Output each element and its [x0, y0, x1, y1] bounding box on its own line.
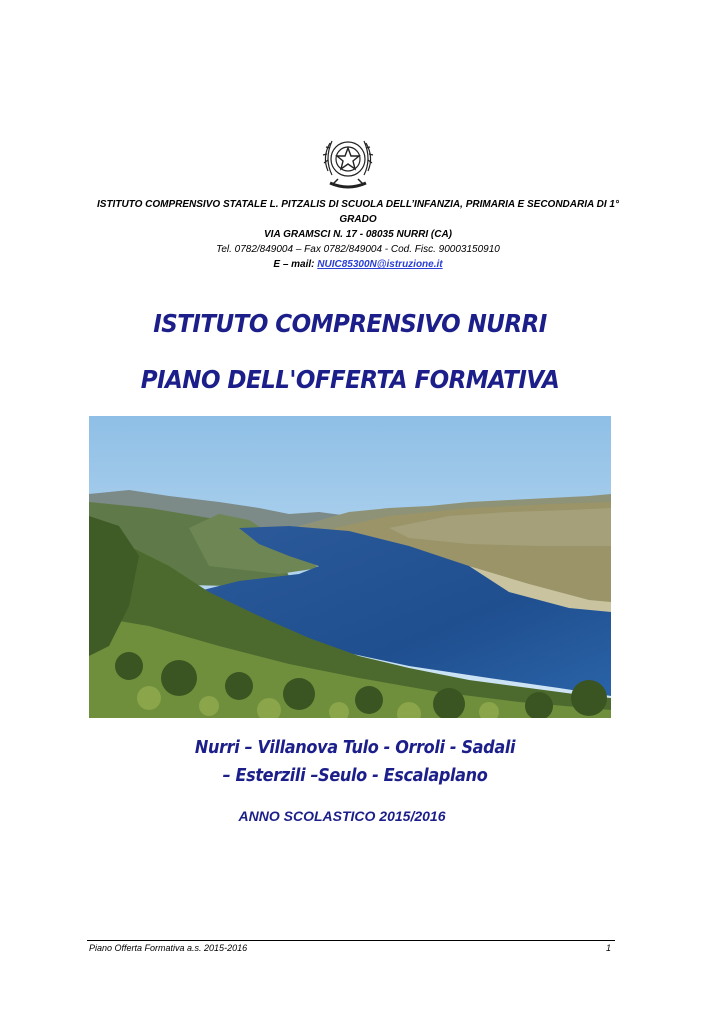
school-address: VIA GRAMSCI N. 17 - 08035 NURRI (CA): [264, 229, 452, 240]
school-header: [80, 197, 636, 272]
school-email-line: [80, 257, 636, 272]
footer-document-title: Piano Offerta Formativa a.s. 2015-2016: [89, 943, 248, 953]
page-subtitle: PIANO DELL'OFFERTA FORMATIVA: [140, 365, 560, 394]
school-name: ISTITUTO COMPRENSIVO STATALE L. PITZALIS DI SCUOLA DELL’INFANZIA, PRIMARIA E SECONDARIA DI 1° GRADO: [97, 199, 619, 225]
towns-line-1: Nurri – Villanova Tulo - Orroli - Sadali: [194, 738, 516, 758]
email-label: E – mail:: [273, 259, 318, 270]
page-title: ISTITUTO COMPRENSIVO NURRI: [153, 309, 547, 338]
towns-line-2: – Esterzili –Seulo - Escalaplano: [222, 766, 488, 786]
italian-republic-emblem-icon: [318, 131, 378, 193]
lake-landscape-photo: [89, 416, 611, 718]
school-contacts: Tel. 0782/849004 – Fax 0782/849004 - Cod. Fisc. 90003150910: [216, 244, 500, 255]
email-link[interactable]: NUIC85300N@istruzione.it: [317, 259, 443, 270]
school-year: ANNO SCOLASTICO 2015/2016: [238, 808, 446, 824]
footer-page-number: 1: [606, 943, 612, 953]
footer-divider: [87, 940, 615, 941]
